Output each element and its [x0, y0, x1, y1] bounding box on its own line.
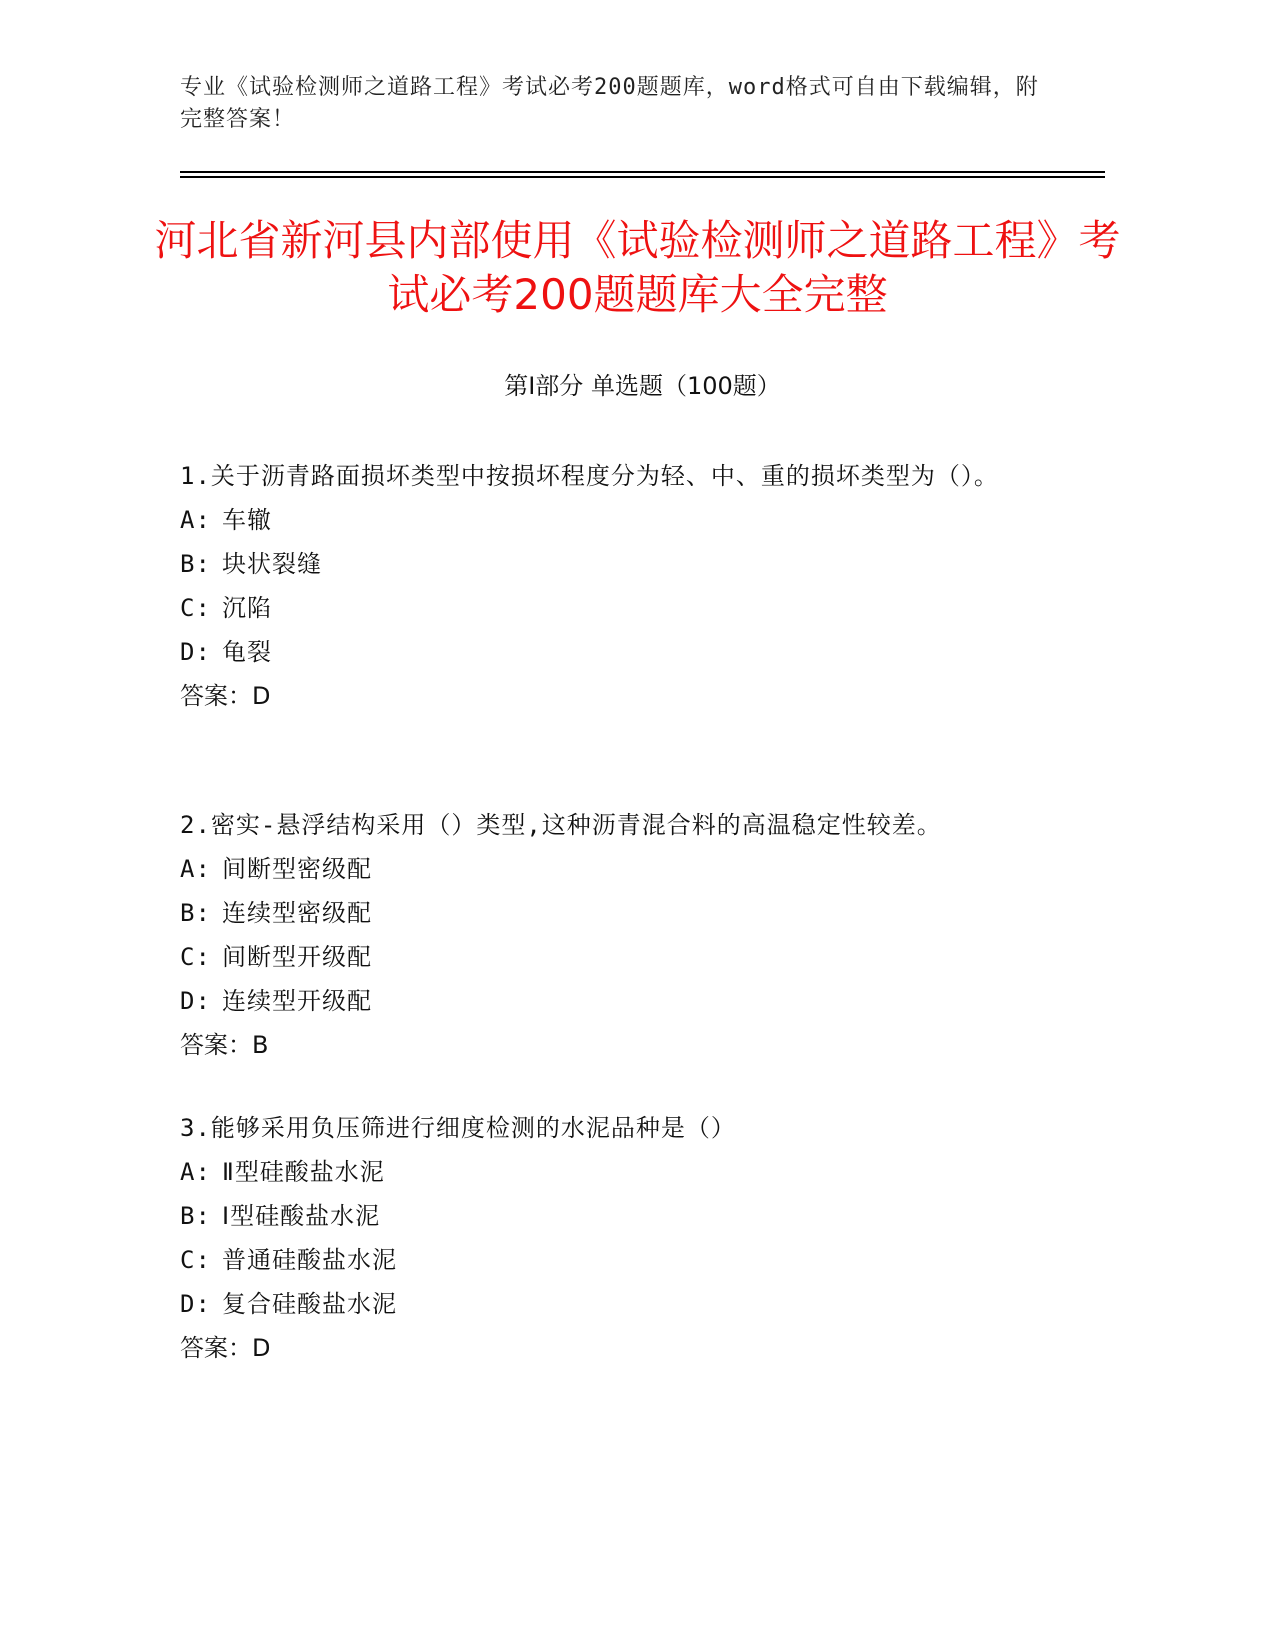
- answer-line: 答案：D: [180, 682, 271, 710]
- option-key: A:: [180, 1158, 211, 1186]
- question-block: [180, 454, 1080, 718]
- option-b: [180, 1194, 1080, 1238]
- option-key: D:: [180, 987, 211, 1015]
- option-key: D:: [180, 1290, 211, 1318]
- option-c: [180, 586, 1080, 630]
- option-key: A:: [180, 855, 211, 883]
- option-b: [180, 891, 1080, 935]
- answer-line: 答案：B: [180, 1031, 269, 1059]
- option-b: [180, 542, 1080, 586]
- option-d: [180, 630, 1080, 674]
- option-text: Ⅱ型硅酸盐水泥: [222, 1158, 385, 1186]
- option-text: Ⅰ型硅酸盐水泥: [222, 1202, 381, 1230]
- option-text: 龟裂: [222, 638, 272, 666]
- option-text: 沉陷: [222, 594, 272, 622]
- option-text: 间断型密级配: [222, 855, 372, 883]
- option-text: 间断型开级配: [222, 943, 372, 971]
- option-key: A:: [180, 506, 211, 534]
- option-c: [180, 1238, 1080, 1282]
- section-heading: 第Ⅰ部分 单选题（100题）: [504, 372, 781, 400]
- question-stem: 2.密实-悬浮结构采用（）类型,这种沥青混合料的高温稳定性较差。: [180, 811, 942, 839]
- option-a: [180, 498, 1080, 542]
- question-block: [180, 803, 1080, 1067]
- option-key: C:: [180, 1246, 211, 1274]
- option-key: D:: [180, 638, 211, 666]
- option-text: 复合硅酸盐水泥: [222, 1290, 397, 1318]
- header-divider-bottom: [180, 176, 1105, 178]
- option-text: 普通硅酸盐水泥: [222, 1246, 397, 1274]
- question-stem: 1.关于沥青路面损坏类型中按损坏程度分为轻、中、重的损坏类型为（）。: [180, 462, 999, 490]
- option-key: B:: [180, 899, 211, 927]
- option-d: [180, 1282, 1080, 1326]
- option-key: C:: [180, 594, 211, 622]
- option-text: 块状裂缝: [222, 550, 322, 578]
- answer-line: 答案：D: [180, 1334, 271, 1362]
- option-text: 连续型开级配: [222, 987, 372, 1015]
- question-block: [180, 1106, 1080, 1370]
- option-a: [180, 1150, 1080, 1194]
- option-key: C:: [180, 943, 211, 971]
- option-key: B:: [180, 550, 211, 578]
- option-text: 车辙: [222, 506, 272, 534]
- header-note: 专业《试验检测师之道路工程》考试必考200题题库，word格式可自由下载编辑，附完整答案！: [180, 75, 1039, 132]
- option-key: B:: [180, 1202, 211, 1230]
- option-c: [180, 935, 1080, 979]
- question-stem: 3.能够采用负压筛进行细度检测的水泥品种是（）: [180, 1114, 736, 1142]
- option-text: 连续型密级配: [222, 899, 372, 927]
- option-a: [180, 847, 1080, 891]
- document-title: 河北省新河县内部使用《试验检测师之道路工程》考试必考200题题库大全完整: [154, 216, 1121, 319]
- header-divider-top: [180, 171, 1105, 173]
- option-d: [180, 979, 1080, 1023]
